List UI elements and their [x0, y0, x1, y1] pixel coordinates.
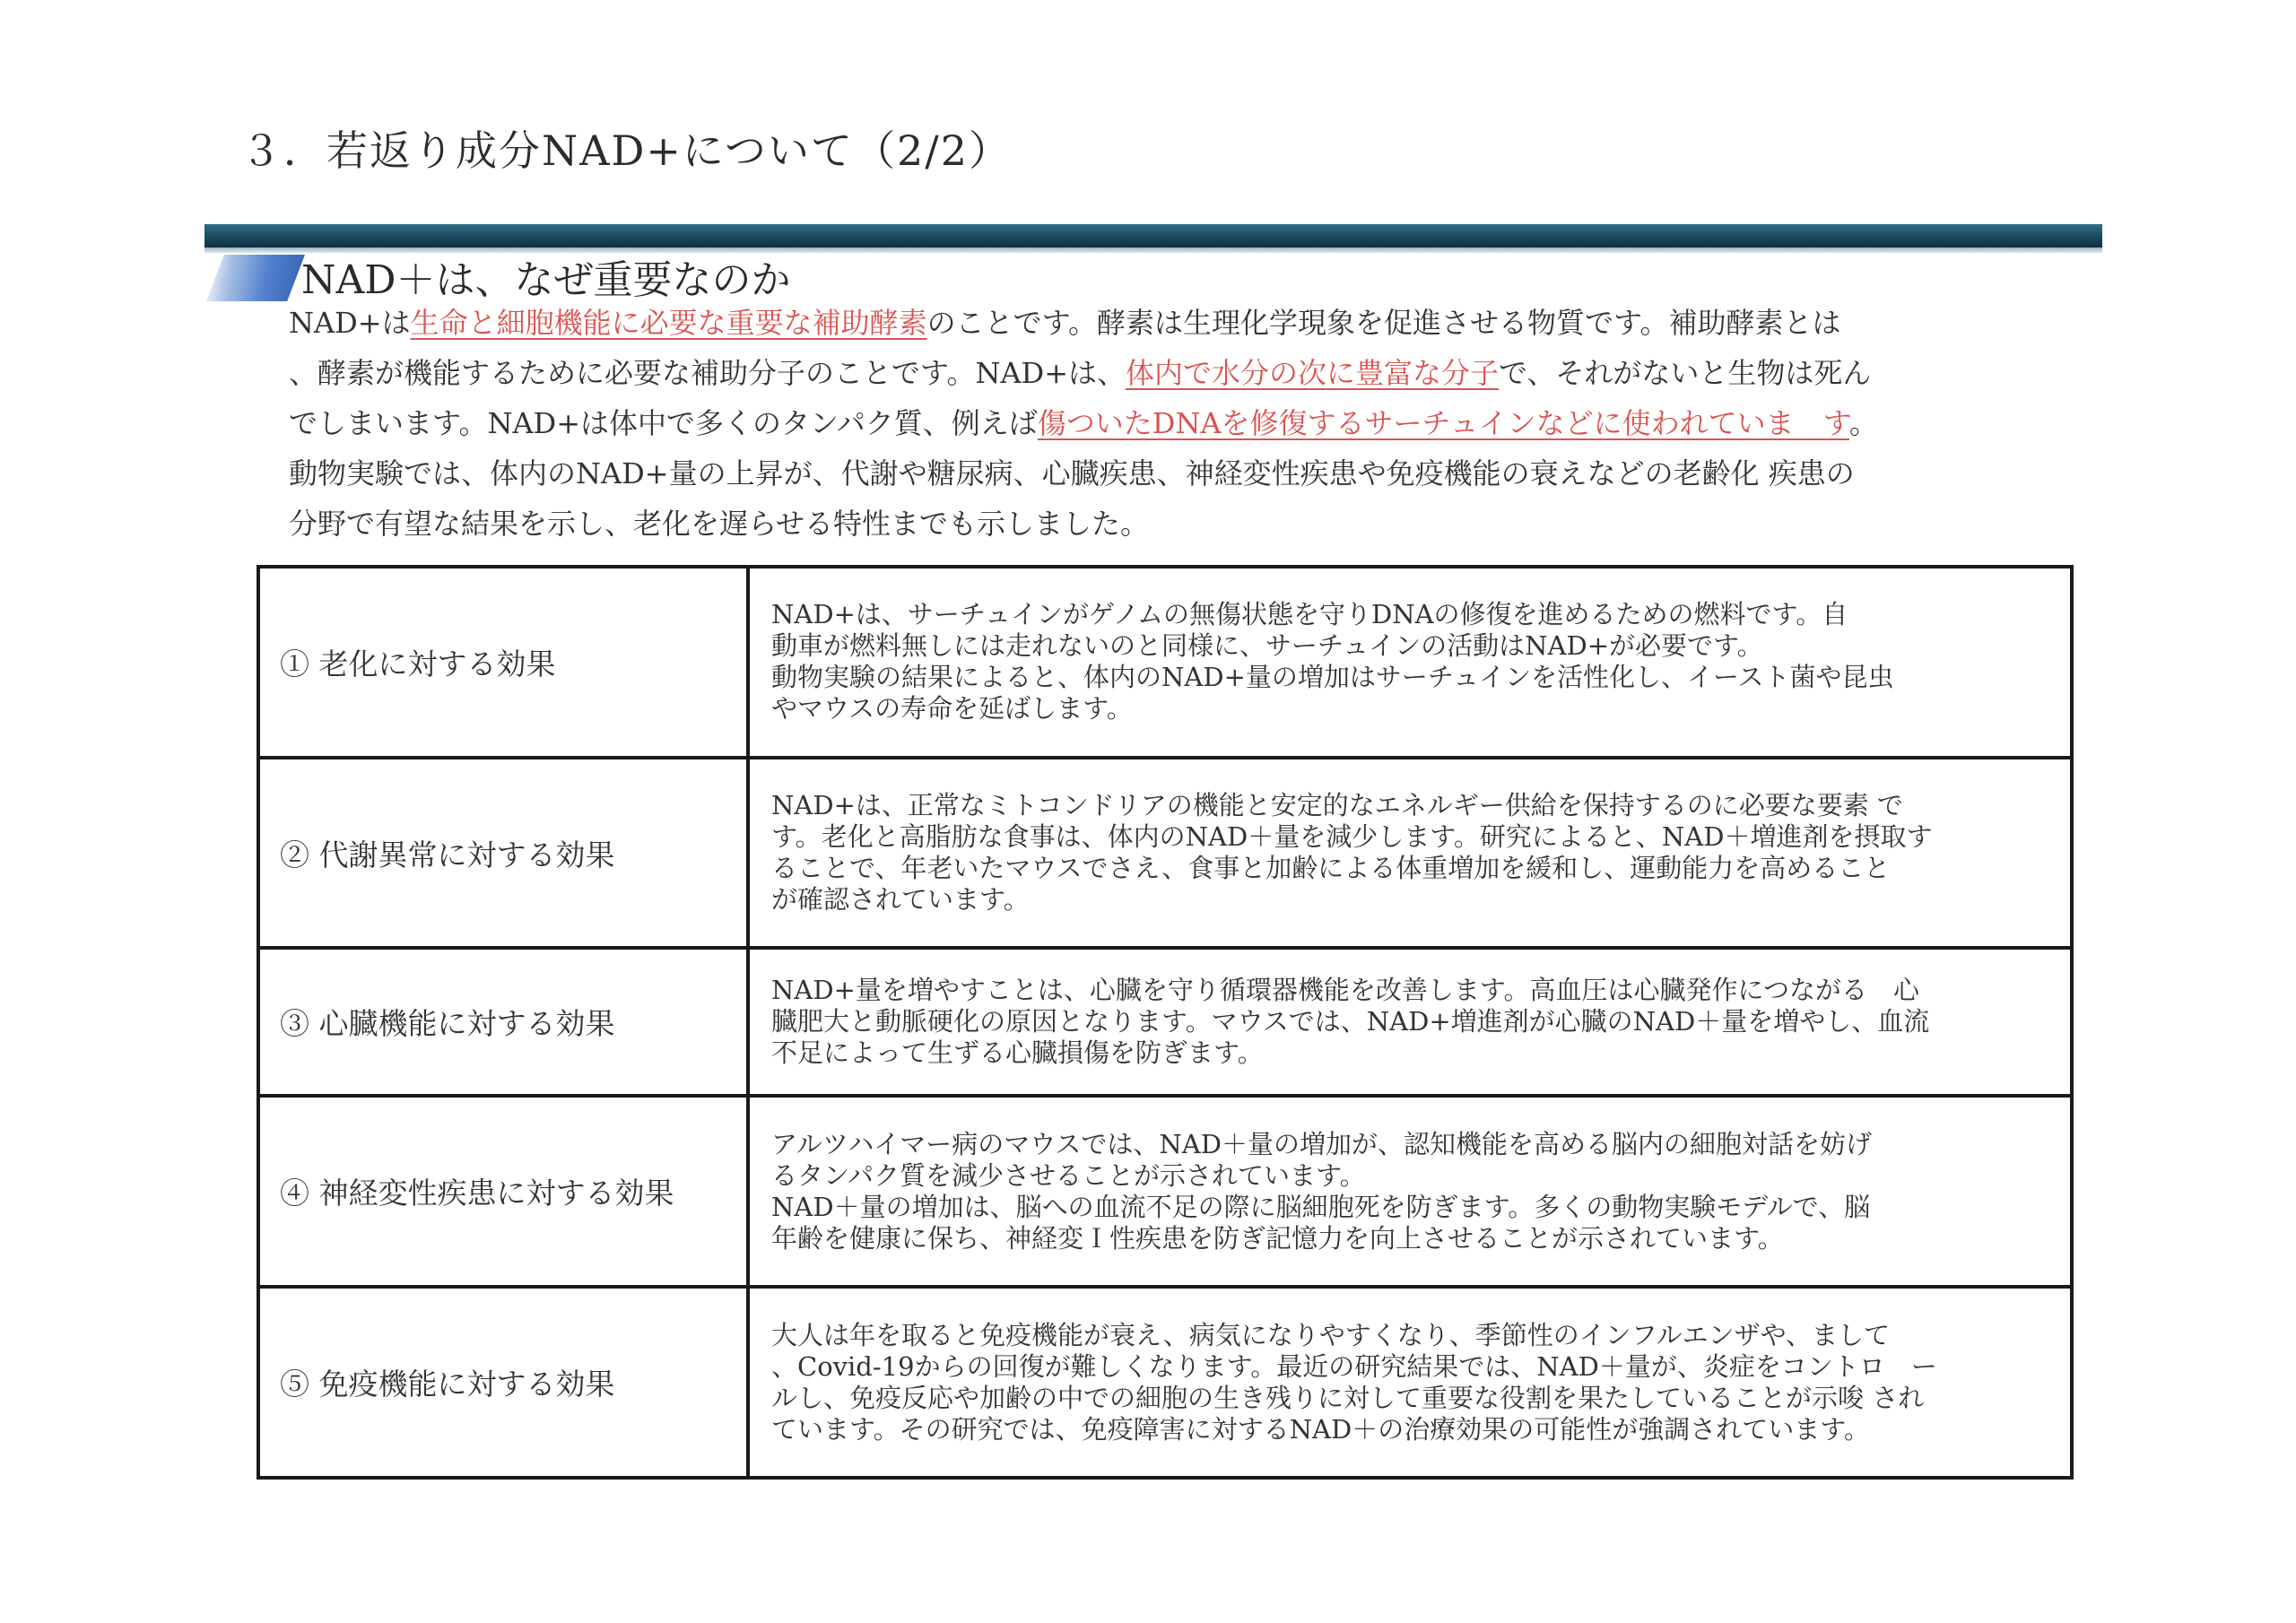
- section-accent-icon: [206, 255, 305, 301]
- description-line: ています。その研究では、免疫障害に対するNAD＋の治療効果の可能性が強調されています。: [771, 1413, 1870, 1445]
- intro-text: NAD+は: [289, 306, 411, 340]
- description-line: 動物実験の結果によると、体内のNAD+量の増加はサーチュインを活性化し、イースト菌や昆虫: [771, 662, 1894, 693]
- description-line: 年齢を健康に保ち、神経変Ｉ性疾患を防ぎ記憶力を向上させることが示されています。: [771, 1222, 1784, 1254]
- intro-text: のことです。酵素は生理化学現象を促進させる物質です。補助酵素とは: [926, 306, 1841, 340]
- description-line: 大人は年を取ると免疫機能が衰え、病気になりやすくなり、季節性のインフルエンザや、まして: [771, 1319, 1891, 1350]
- table-row: [258, 948, 2072, 1096]
- table-row: [258, 567, 2072, 758]
- intro-highlight: 傷ついたDNAを修復するサーチュインなどに使われていま す: [1037, 406, 1850, 440]
- section-heading: NAD＋は、なぜ重要なのか: [301, 257, 791, 303]
- page-title: ３．若返り成分NAD+について（2/2）: [240, 126, 1013, 175]
- intro-line: [289, 398, 2047, 448]
- description-line: 動車が燃料無しには走れないのと同様に、サーチュインの活動はNAD+が必要です。: [771, 630, 1763, 662]
- description-line: ることで、年老いたマウスでさえ、食事と加齢による体重増加を緩和し、運動能力を高めること: [771, 853, 1891, 884]
- description-line: NAD＋量の増加は、脳への血流不足の際に脳細胞死を防ぎます。多くの動物実験モデルで、脳: [771, 1191, 1871, 1222]
- description-line: 臓肥大と動脈硬化の原因となります。マウスでは、NAD+増進剤が心臓のNAD＋量を増やし、血流: [771, 1006, 1930, 1037]
- intro-line: [289, 348, 2047, 398]
- description-line: アルツハイマー病のマウスでは、NAD＋量の増加が、認知機能を高める脳内の細胞対話を妨げ: [771, 1128, 1872, 1159]
- intro-text: 。: [1849, 406, 1879, 440]
- title-divider-bar: [204, 224, 2102, 247]
- effects-table: [257, 565, 2074, 1480]
- intro-text: で、それがないと生物は死ん: [1499, 356, 1872, 390]
- description-line: 、Covid-19からの回復が難しくなります。最近の研究結果では、NAD＋量が、炎症をコントロ ー: [771, 1350, 1937, 1382]
- intro-line: 分野で有望な結果を示し、老化を遅らせる特性までも示しました。: [289, 507, 1150, 541]
- description-line: 不足によって生ずる心臓損傷を防ぎます。: [771, 1037, 1264, 1069]
- intro-paragraph: [289, 298, 2047, 549]
- effect-description: [748, 567, 2072, 758]
- effect-description: [748, 948, 2072, 1096]
- effect-label: ④ 神経変性疾患に対する効果: [258, 1096, 748, 1287]
- description-line: NAD+は、サーチュインがゲノムの無傷状態を守りDNAの修復を進めるための燃料です。自: [771, 599, 1848, 630]
- effect-label: ③ 心臓機能に対する効果: [258, 948, 748, 1096]
- intro-highlight: 体内で水分の次に豊富な分子: [1126, 356, 1500, 390]
- effect-description: [748, 758, 2072, 949]
- description-line: やマウスの寿命を延ばします。: [771, 693, 1133, 725]
- description-line: ルし、免疫反応や加齢の中での細胞の生き残りに対して重要な役割を果たしていることが示唆 され: [771, 1382, 1925, 1413]
- effect-description: [748, 1287, 2072, 1478]
- description-line: が確認されています。: [771, 884, 1030, 916]
- intro-text: でしまいます。NAD+は体中で多くのタンパク質、例えば: [289, 406, 1038, 440]
- intro-text: 、酵素が機能するために必要な補助分子のことです。NAD+は、: [289, 356, 1126, 390]
- intro-line: [289, 298, 2047, 348]
- description-line: NAD+は、正常なミトコンドリアの機能と安定的なエネルギー供給を保持するのに必要な要素 で: [771, 790, 1903, 821]
- description-line: す。老化と高脂肪な食事は、体内のNAD＋量を減少します。研究によると、NAD＋増進剤を摂取す: [771, 821, 1933, 853]
- effect-label: ② 代謝異常に対する効果: [258, 758, 748, 949]
- effect-description: [748, 1096, 2072, 1287]
- description-line: るタンパク質を減少させることが示されています。: [771, 1159, 1366, 1191]
- table-row: [258, 1096, 2072, 1287]
- table-row: [258, 1287, 2072, 1478]
- effect-label: ① 老化に対する効果: [258, 567, 748, 758]
- effect-label: ⑤ 免疫機能に対する効果: [258, 1287, 748, 1478]
- table-row: [258, 758, 2072, 949]
- intro-line: 動物実験では、体内のNAD+量の上昇が、代謝や糖尿病、心臓疾患、神経変性疾患や免疫機能の衰えなどの老齢化 疾患の: [289, 456, 1855, 490]
- intro-highlight: 生命と細胞機能に必要な重要な補助酵素: [410, 306, 927, 340]
- description-line: NAD+量を増やすことは、心臓を守り循環器機能を改善します。高血圧は心臓発作につながる 心: [771, 975, 1919, 1006]
